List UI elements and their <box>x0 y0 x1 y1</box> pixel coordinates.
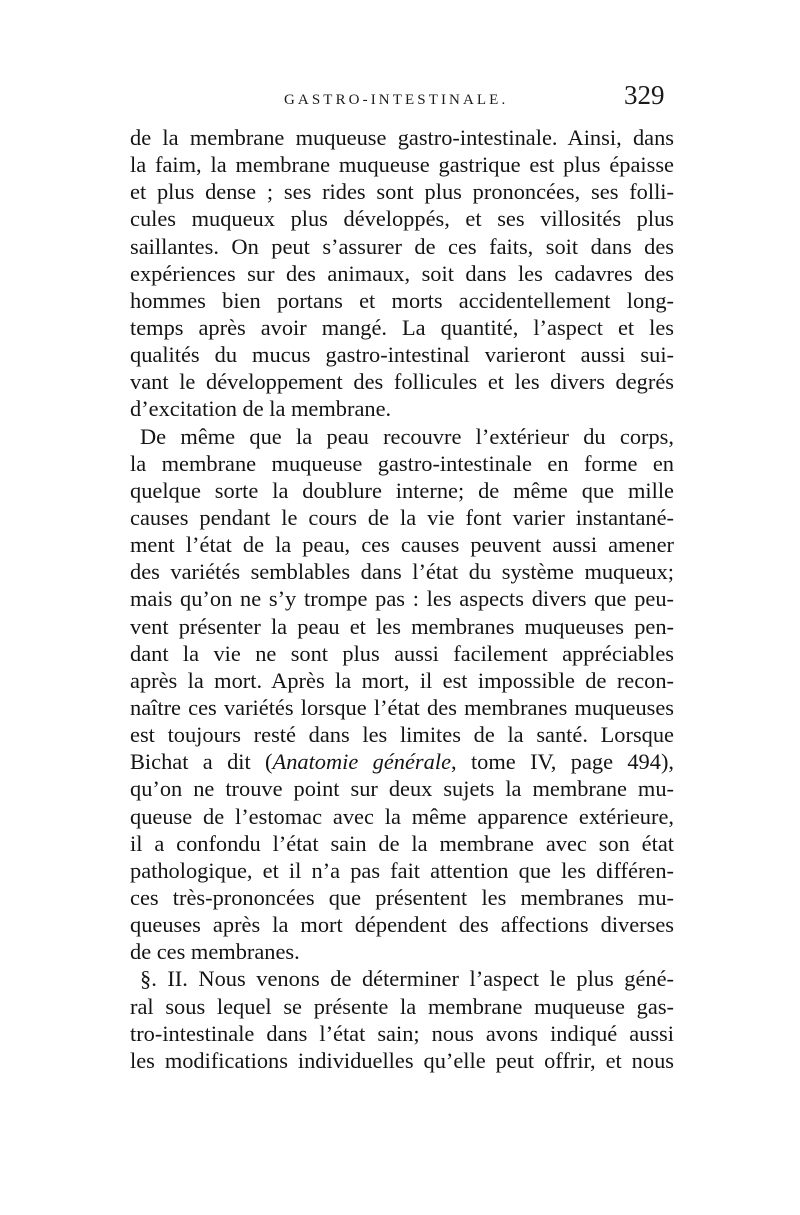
text-line: tro-intestinale dans l’état sain; nous avons indiqué aussi <box>130 1020 674 1046</box>
text-line: ment l’état de la peau, ces causes peuvent aussi amener <box>130 532 674 558</box>
paragraph-start-line: De même que la peau recouvre l’extérieur du corps, <box>140 423 674 449</box>
section-start-line: §. II. Nous venons de déterminer l’aspect le plus géné- <box>140 966 674 992</box>
text-line: saillantes. On peut s’assurer de ces faits, soit dans des <box>130 233 674 259</box>
text-line: et plus dense ; ses rides sont plus prononcées, ses folli- <box>130 179 674 205</box>
text-line: qu’on ne trouve point sur deux sujets la membrane mu- <box>130 776 674 802</box>
text-line: temps après avoir mangé. La quantité, l’aspect et les <box>130 314 674 340</box>
text-line: d’excitation de la membrane. <box>130 396 392 422</box>
text-line: des variétés semblables dans l’état du système muqueux; <box>130 559 674 585</box>
text-line: pathologique, et il n’a pas fait attention que les différen- <box>130 857 674 883</box>
running-head: GASTRO-INTESTINALE. <box>284 92 509 108</box>
citation-line <box>130 748 674 775</box>
text-line: expériences sur des animaux, soit dans les cadavres des <box>130 260 674 286</box>
text-line: queuses après la mort dépendent des affections diverses <box>130 912 674 938</box>
body-text <box>130 124 674 1074</box>
text-line: vant le développement des follicules et les divers degrés <box>130 369 674 395</box>
text-line: cules muqueux plus développés, et ses villosités plus <box>130 206 674 232</box>
text-line: mais qu’on ne s’y trompe pas : les aspects divers que peu- <box>130 586 674 612</box>
text-line: naître ces variétés lorsque l’état des membranes muqueuses <box>130 694 674 720</box>
text-line: vent présenter la peau et les membranes muqueuses pen- <box>130 613 674 639</box>
text-line: dant la vie ne sont plus aussi facilement appréciables <box>130 640 674 666</box>
text-line: quelque sorte la doublure interne; de même que mille <box>130 477 674 503</box>
text-line: ral sous lequel se présente la membrane muqueuse gas- <box>130 993 674 1019</box>
text-line: hommes bien portans et morts accidentellement long- <box>130 287 674 313</box>
text-line: la membrane muqueuse gastro-intestinale en forme en <box>130 450 674 476</box>
text-line: queuse de l’estomac avec la même apparence extérieure, <box>130 803 674 829</box>
page-number: 329 <box>624 80 665 110</box>
text-line: il a confondu l’état sain de la membrane avec son état <box>130 830 674 856</box>
text-line: est toujours resté dans les limites de la santé. Lorsque <box>130 722 674 748</box>
text-line: qualités du mucus gastro-intestinal varieront aussi sui- <box>130 342 674 368</box>
text-line: les modifications individuelles qu’elle peut offrir, et nous <box>130 1047 674 1073</box>
book-title-italic: Anatomie générale <box>272 749 452 775</box>
text-line: causes pendant le cours de la vie font varier instantané- <box>130 504 674 530</box>
text-line: de ces membranes. <box>130 939 300 965</box>
citation-suffix: , tome IV, page 494), <box>451 749 674 775</box>
citation-prefix: Bichat a dit ( <box>130 749 273 775</box>
text-line: de la membrane muqueuse gastro-intestinale. Ainsi, dans <box>130 125 674 150</box>
text-line: ces très-prononcées que présentent les membranes mu- <box>130 884 674 910</box>
text-line: après la mort. Après la mort, il est impossible de recon- <box>130 667 674 693</box>
text-line: la faim, la membrane muqueuse gastrique est plus épaisse <box>130 152 674 178</box>
